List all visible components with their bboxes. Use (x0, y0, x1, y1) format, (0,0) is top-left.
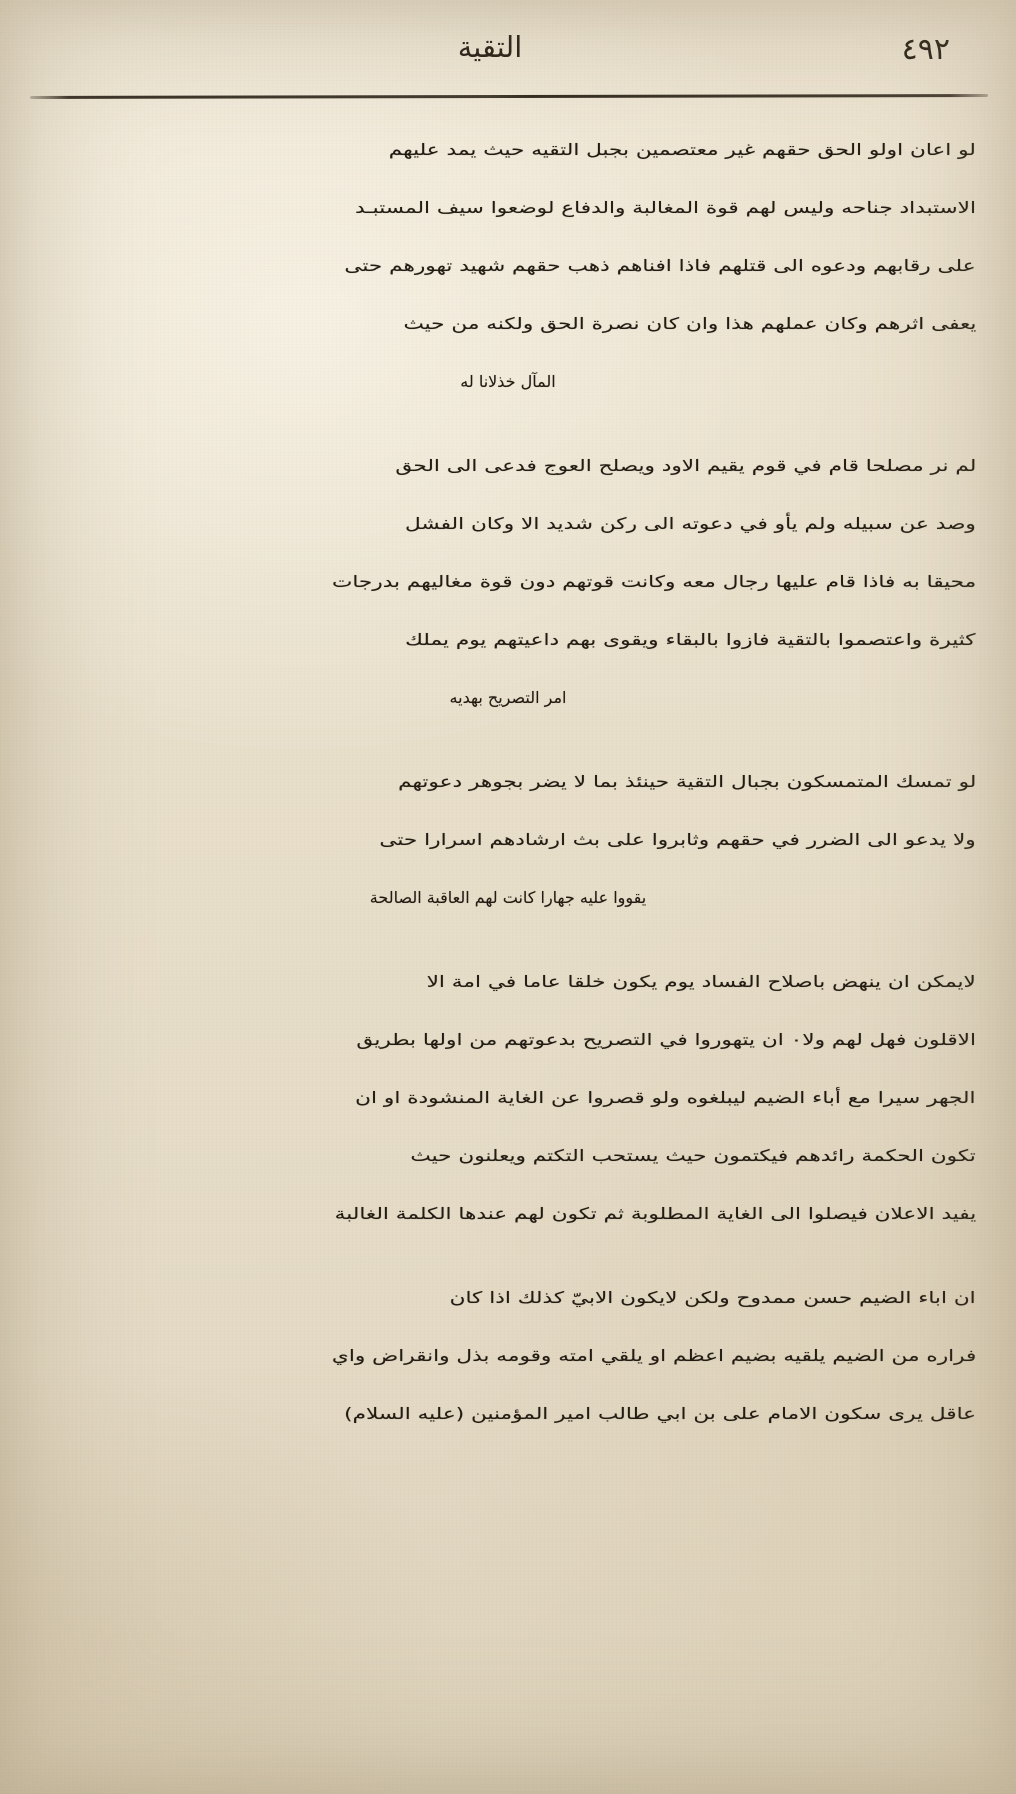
text-line: الجهر سيرا مع أباء الضيم ليبلغوه ولو قصروا عن الغاية المنشودة او ان (355, 1087, 976, 1107)
page-number: ٤٩٢ (901, 32, 950, 67)
paragraph-5 (40, 1268, 976, 1442)
page-header (58, 30, 958, 82)
text-line: يعفى اثرهم وكان عملهم هذا وان كان نصرة الحق ولكنه من حيث (402, 313, 976, 333)
text-line: لو اعان اولو الحق حقهم غير معتصمين بجبل التقيه حيث يمد عليهم (388, 139, 976, 159)
paragraph-2 (40, 436, 976, 726)
text-line: وصد عن سبيله ولم يأو في دعوته الى ركن شديد الا وكان الفشل (405, 513, 976, 533)
text-line: الاقلون فهل لهم ولا٠ ان يتهوروا في التصريح بدعوتهم من اولها بطريق (356, 1029, 976, 1049)
text-line: لم نر مصلحا قام في قوم يقيم الاود ويصلح العوج فدعى الى الحق (395, 455, 976, 475)
text-line: عاقل يرى سكون الامام على بن ابي طالب امير المؤمنين (عليه السلام) (344, 1403, 976, 1423)
text-line: يفيد الاعلان فيصلوا الى الغاية المطلوبة ثم تكون لهم عندها الكلمة الغالبة (334, 1203, 976, 1223)
text-line: تكون الحكمة رائدهم فيكتمون حيث يستحب التكتم ويعلنون حيث (410, 1145, 976, 1165)
page-body (40, 120, 976, 1442)
text-line: كثيرة واعتصموا بالتقية فازوا بالبقاء ويقوى بهم داعيتهم يوم يملك (405, 629, 976, 649)
text-line: لايمكن ان ينهض باصلاح الفساد يوم يكون خلقا عاما في امة الا (426, 971, 976, 991)
text-line: امر التصريح بهديه (449, 687, 567, 707)
running-title: التقية (457, 30, 523, 64)
paragraph-4 (40, 952, 976, 1242)
paragraph-1 (40, 120, 976, 410)
text-line: ان اباء الضيم حسن ممدوح ولكن لايكون الابيّ كذلك اذا كان (449, 1287, 976, 1307)
text-line: المآل خذلانا له (460, 371, 556, 391)
text-line: ولا يدعو الى الضرر في حقهم وثابروا على بث ارشادهم اسرارا حتى (379, 829, 976, 849)
header-divider-rule (30, 94, 988, 99)
text-line: الاستبداد جناحه وليس لهم قوة المغالبة والدفاع لوضعوا سيف المستبـد (355, 197, 976, 217)
text-line: يقووا عليه جهارا كانت لهم العاقبة الصالحة (369, 887, 647, 907)
text-line: على رقابهم ودعوه الى قتلهم فاذا افناهم ذهب حقهم شهيد تهورهم حتى (344, 255, 976, 275)
text-line: محيقا به فاذا قام عليها رجال معه وكانت قوتهم دون قوة مغاليهم بدرجات (331, 571, 976, 591)
text-line: فراره من الضيم يلقيه بضيم اعظم او يلقي امته وقومه بذل وانقراض واي (331, 1345, 976, 1365)
text-line: لو تمسك المتمسكون بجبال التقية حينئذ بما لا يضر بجوهر دعوتهم (397, 771, 976, 791)
paragraph-3 (40, 752, 976, 926)
